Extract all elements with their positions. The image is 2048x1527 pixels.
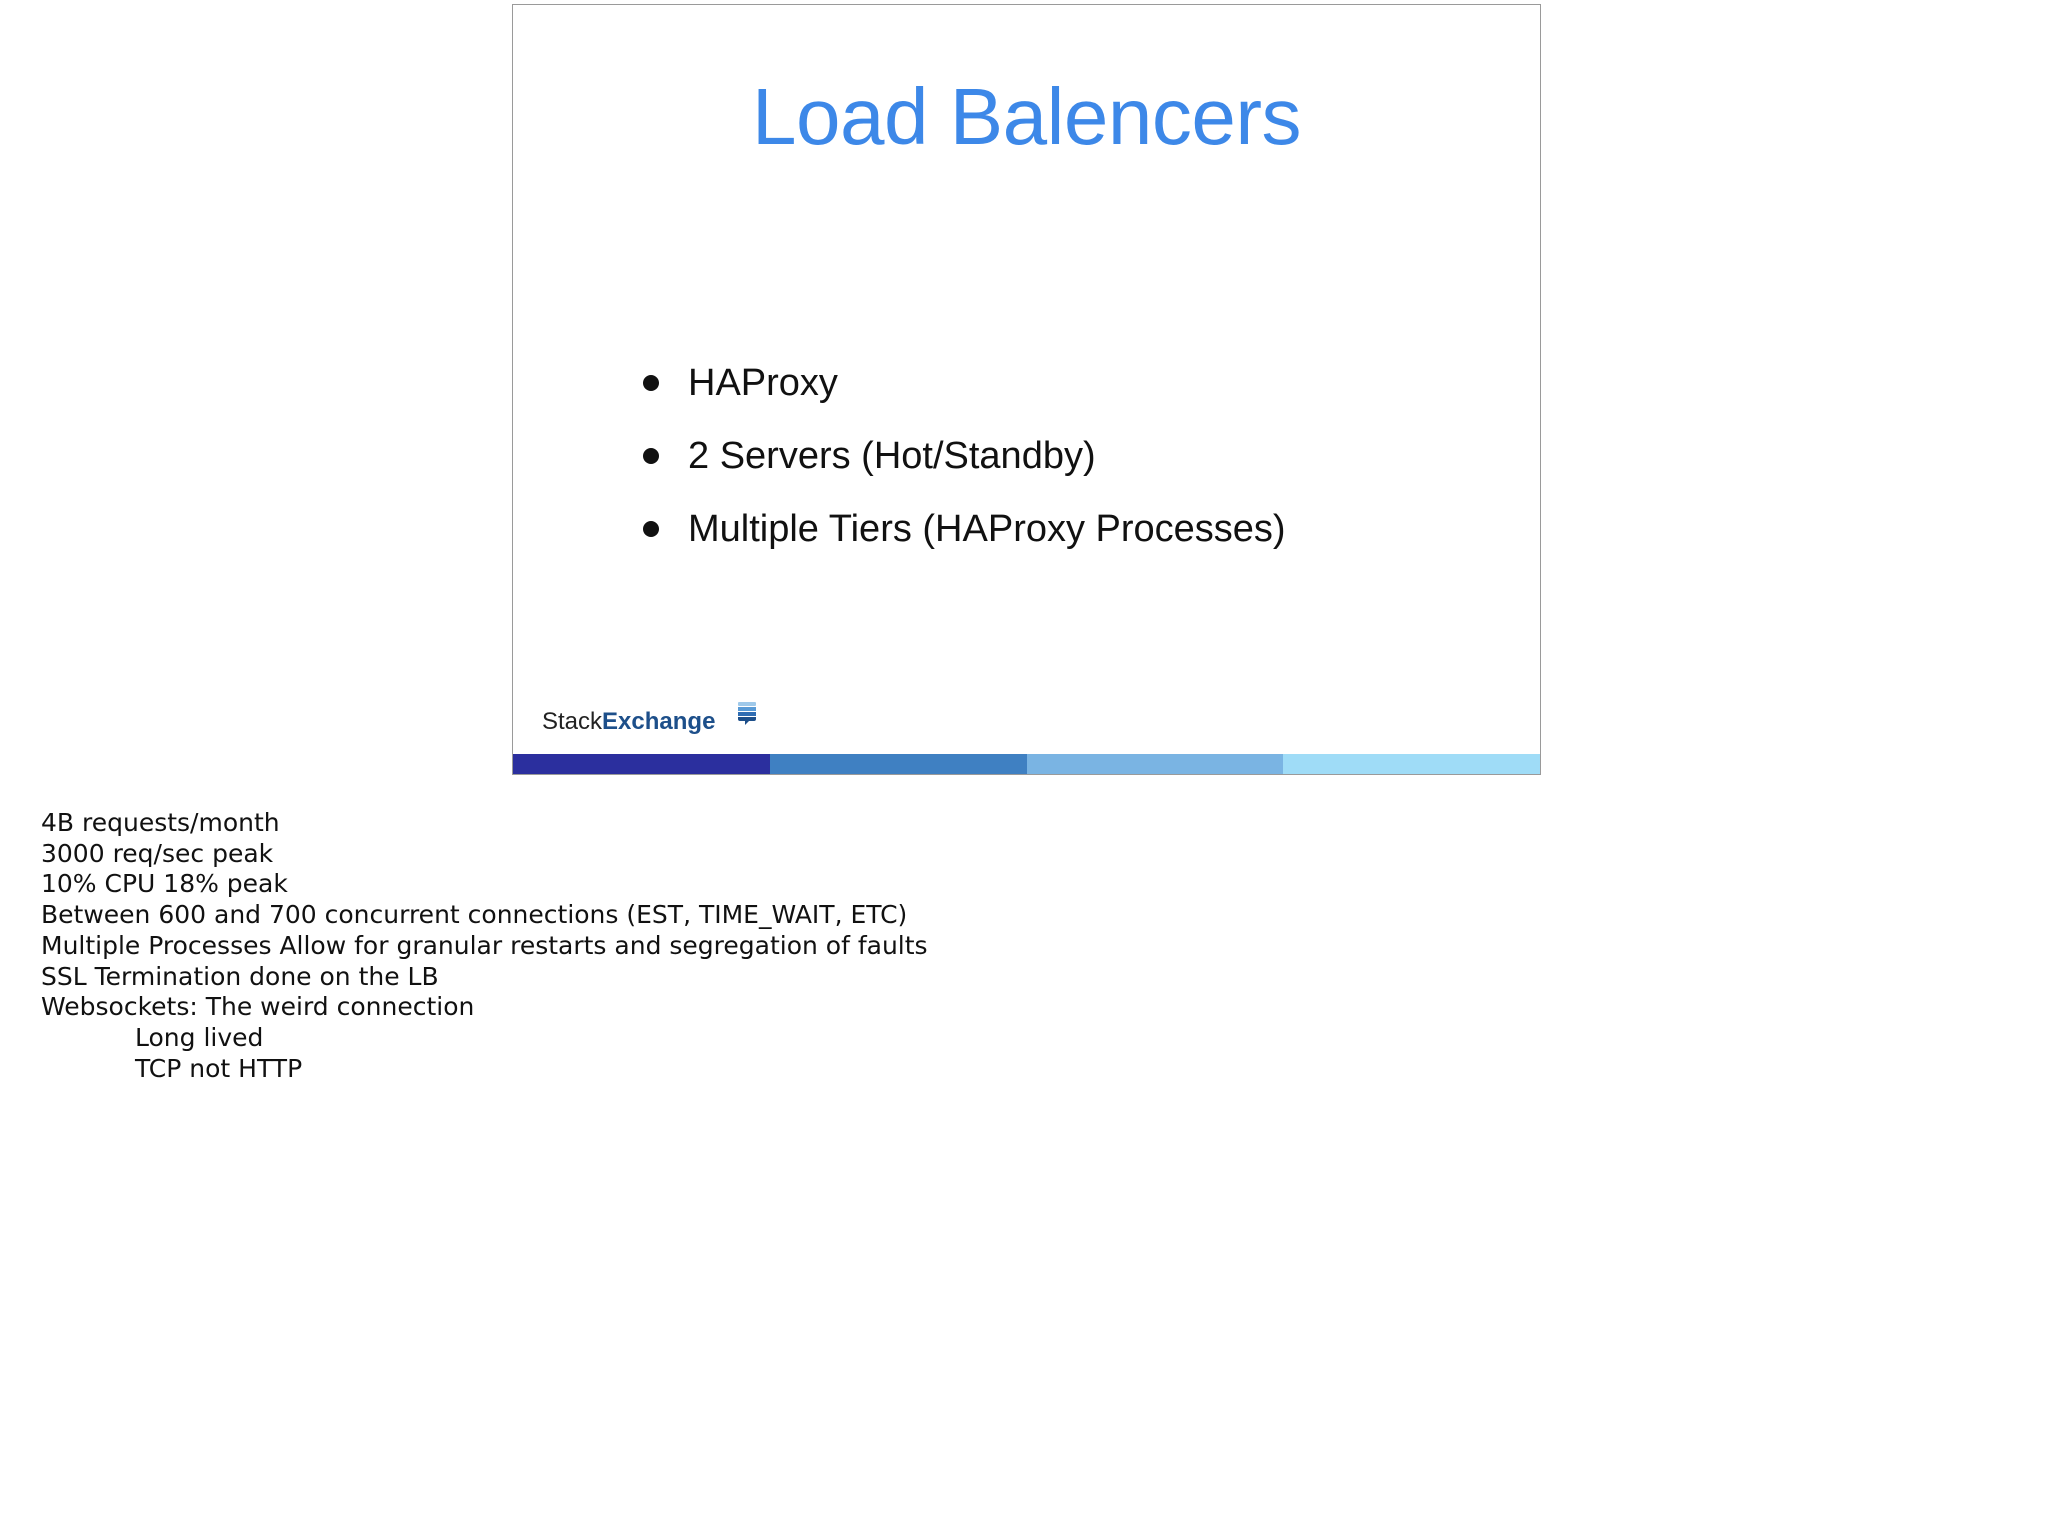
note-line: Long lived	[135, 1022, 264, 1052]
bullet-list	[643, 355, 1286, 574]
color-bar-segment	[1027, 754, 1284, 774]
bullet-text: 2 Servers (Hot/Standby)	[688, 435, 1096, 477]
bullet-item	[643, 501, 1286, 574]
stackexchange-logo	[542, 702, 715, 742]
note-line: Websockets: The weird connection	[41, 992, 475, 1022]
logo-stack-text: Stack	[542, 708, 603, 735]
bullet-icon	[643, 375, 659, 391]
note-line: Multiple Processes Allow for granular restarts and segregation of faults	[41, 930, 928, 960]
note-line: 4B requests/month	[41, 808, 280, 837]
note-line: SSL Termination done on the LB	[41, 961, 439, 991]
note-line: 10% CPU 18% peak	[41, 869, 288, 899]
bullet-text: Multiple Tiers (HAProxy Processes)	[688, 508, 1286, 550]
speaker-notes	[41, 808, 928, 1084]
stackexchange-icon	[737, 702, 757, 726]
bullet-item	[643, 355, 1286, 428]
note-line: Between 600 and 700 concurrent connections (EST, TIME_WAIT, ETC)	[41, 900, 908, 930]
color-bar-segment	[770, 754, 1027, 774]
bullet-item	[643, 428, 1286, 501]
note-line: TCP not HTTP	[135, 1053, 303, 1083]
slide	[512, 4, 1541, 775]
footer-color-bar	[513, 754, 1540, 774]
color-bar-segment	[513, 754, 770, 774]
color-bar-segment	[1283, 754, 1540, 774]
bullet-icon	[643, 521, 659, 537]
note-line: 3000 req/sec peak	[41, 838, 274, 868]
bullet-icon	[643, 448, 659, 464]
logo-exchange-text: Exchange	[602, 708, 716, 735]
slide-title: Load Balencers	[752, 72, 1301, 161]
bullet-text: HAProxy	[688, 362, 838, 404]
